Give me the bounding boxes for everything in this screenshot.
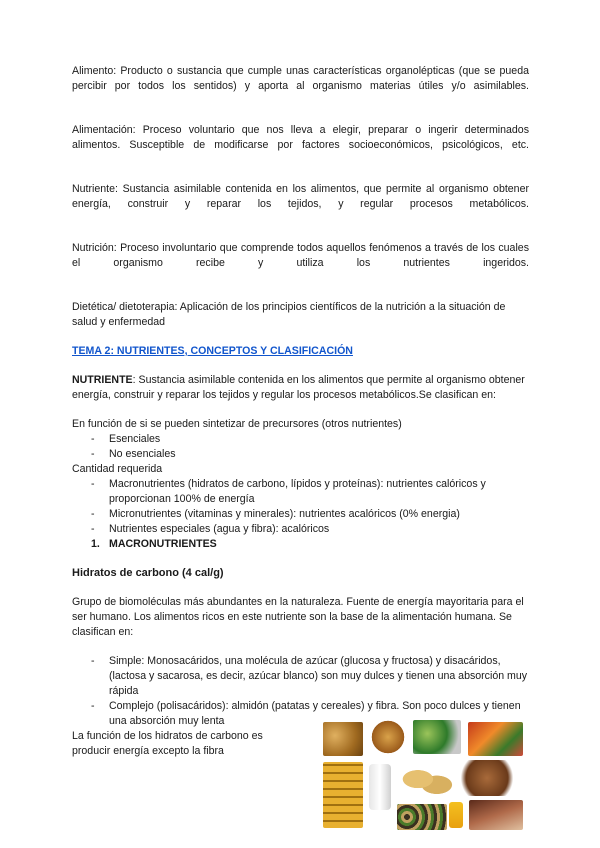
hidratos-list — [72, 654, 529, 729]
food-image-potatoes — [399, 762, 453, 800]
cantidad-list — [72, 477, 529, 537]
list-item: - Esenciales — [91, 433, 161, 445]
tema-heading[interactable]: TEMA 2: NUTRIENTES, CONCEPTOS Y CLASIFICACIÓN — [72, 345, 353, 357]
food-image-nuts — [457, 760, 517, 796]
sintesis-intro: En función de si se pueden sintetizar de precursores (otros nutrientes) — [72, 418, 402, 430]
list-item: - Micronutrientes (vitaminas y minerales): nutrientes acalóricos (0% energia) — [91, 508, 460, 520]
definition-nutricion: Nutrición: Proceso involuntario que comprende todos aquellos fenómenos a través de los cuales el organismo recibe y utiliza los nutrientes ingeridos. — [72, 242, 529, 269]
food-image-pasta — [323, 762, 363, 828]
definition-nutriente: Nutriente: Sustancia asimilable contenida en los alimentos, que permite al organismo obtener energía, construir y reparar los tejidos, y regular procesos metabólicos. — [72, 183, 529, 210]
food-image-sweets — [469, 800, 523, 830]
list-item: - Macronutrientes (hidratos de carbono, lípidos y proteínas): nutrientes calóricos y proporcionan 100% de energía — [91, 478, 486, 505]
food-images-collage — [323, 720, 523, 830]
food-image-bread — [370, 720, 406, 754]
cantidad-intro: Cantidad requerida — [72, 463, 163, 475]
food-image-vegetables — [413, 720, 461, 754]
food-image-fruits — [468, 722, 523, 756]
definition-alimentacion: Alimentación: Proceso voluntario que nos lleva a elegir, preparar o ingerir determinados alimentos. Susceptible de modificarse por factores socioeconómicos, psicológicos, etc. — [72, 124, 529, 151]
nutriente-definition: NUTRIENTE: Sustancia asimilable contenida en los alimentos que permite al organismo obtener energía, construir y reparar los tejidos y regular los procesos metabólicos.Se clasifican en: — [72, 374, 525, 401]
definition-dietetica: Dietética/ dietoterapia: Aplicación de los principios científicos de la nutrición a la situación de salud y enfermedad — [72, 301, 506, 328]
hidratos-title: Hidratos de carbono (4 cal/g) — [72, 567, 224, 579]
list-item: - Complejo (polisacáridos): almidón (patatas y cereales) y fibra. Son poco dulces y tienen una absorción muy lenta — [91, 700, 521, 727]
list-item: - Simple: Monosacáridos, una molécula de azúcar (glucosa y fructosa) y disacáridos, (lactosa y sacarosa, es decir, azúcar blanco) son muy dulces y tienen una absorción muy rápida — [91, 655, 528, 697]
food-image-juice — [449, 802, 463, 828]
definition-alimento: Alimento: Producto o sustancia que cumple unas características organolépticas (que se pueda percibir por todos los sentidos) y aporta al organismo materias útiles y/o asimilables. — [72, 65, 529, 92]
list-item: - No esenciales — [91, 448, 176, 460]
sintesis-list — [72, 432, 529, 462]
list-item: - Nutrientes especiales (agua y fibra): acalóricos — [91, 523, 330, 535]
food-image-cereals — [323, 722, 363, 756]
document-page — [72, 64, 529, 759]
food-image-milk — [369, 764, 391, 810]
section-macronutrientes-heading: 1. MACRONUTRIENTES — [91, 538, 217, 550]
food-image-legumes — [397, 804, 447, 830]
hidratos-paragraph: Grupo de biomoléculas más abundantes en la naturaleza. Fuente de energía mayoritaria para el ser humano. Los alimentos ricos en este nutriente son la base de la alimentación humana. Se clasifican en: — [72, 596, 524, 638]
hidratos-funcion: La función de los hidratos de carbono es producir energía excepto la fibra — [72, 730, 263, 757]
